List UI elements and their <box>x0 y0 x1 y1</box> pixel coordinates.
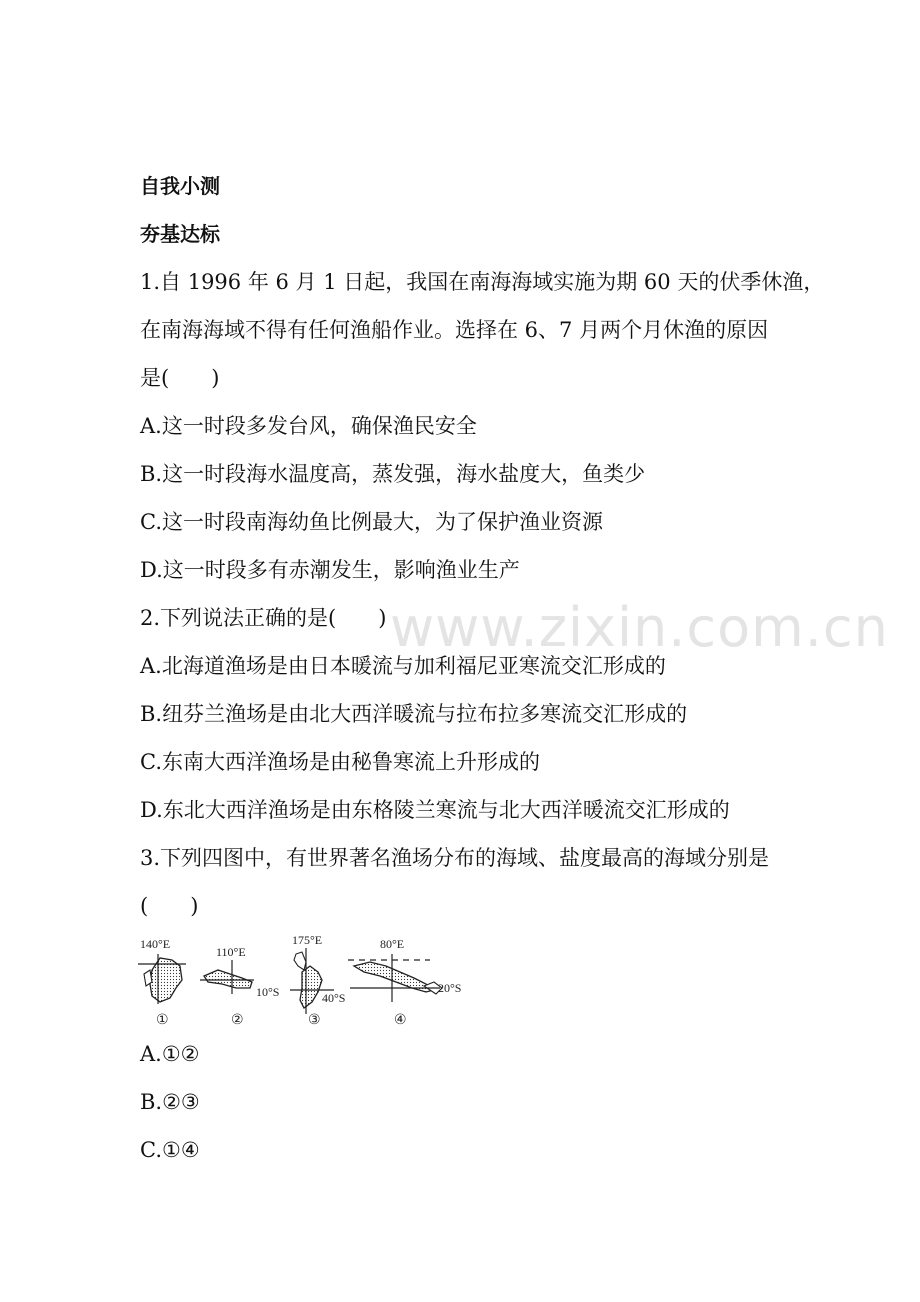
q2-option-d: D.东北大西洋渔场是由东格陵兰寒流与北大西洋暖流交汇形成的 <box>140 798 730 822</box>
map-3-latitude-label: 40°S <box>322 991 346 1005</box>
q3-option-a: A.①② <box>140 1042 200 1066</box>
q1-stem-line-2: 在南海海域不得有任何渔船作业。选择在 6、7 月两个月休渔的原因 <box>140 318 769 342</box>
q1-option-c: C.这一时段南海幼鱼比例最大，为了保护渔业资源 <box>140 510 603 534</box>
four-maps-svg <box>130 930 480 1030</box>
map-2-landmass <box>204 970 252 988</box>
q2-option-c: C.东南大西洋渔场是由秘鲁寒流上升形成的 <box>140 750 540 774</box>
map-3-longitude-label: 175°E <box>292 933 323 947</box>
q3-stem-line-1: 3.下列四图中，有世界著名渔场分布的海域、盐度最高的海域分别是 <box>140 846 770 870</box>
q3-stem-line-2: ( ) <box>140 894 199 918</box>
q3-map-figure <box>130 930 480 1030</box>
map-1-number: ① <box>156 1012 169 1028</box>
section-heading-self-test: 自我小测 <box>140 174 220 198</box>
map-3-south-island <box>300 966 322 1008</box>
q3-option-c: C.①④ <box>140 1138 200 1162</box>
map-2-number: ② <box>231 1012 244 1028</box>
q2-option-b: B.纽芬兰渔场是由北大西洋暖流与拉布拉多寒流交汇形成的 <box>140 702 688 726</box>
map-4-latitude-label: 20°S <box>438 981 462 995</box>
section-heading-foundation: 夯基达标 <box>140 222 220 246</box>
map-1-longitude-label: 140°E <box>140 937 171 951</box>
map-4 <box>348 937 461 1028</box>
map-3-north-island <box>294 952 306 970</box>
q2-option-a: A.北海道渔场是由日本暖流与加利福尼亚寒流交汇形成的 <box>140 654 666 678</box>
q1-option-d: D.这一时段多有赤潮发生，影响渔业生产 <box>140 558 520 582</box>
map-4-longitude-label: 80°E <box>380 937 405 951</box>
map-2 <box>200 945 279 1028</box>
map-2-latitude-label: 10°S <box>256 985 280 999</box>
q1-stem-line-1: 1.自 1996 年 6 月 1 日起，我国在南海海域实施为期 60 天的伏季休渔， <box>140 270 825 294</box>
map-4-number: ④ <box>394 1012 407 1028</box>
map-2-longitude-label: 110°E <box>216 945 246 959</box>
map-1 <box>138 937 186 1028</box>
q1-option-a: A.这一时段多发台风，确保渔民安全 <box>140 414 477 438</box>
q1-option-b: B.这一时段海水温度高，蒸发强，海水盐度大，鱼类少 <box>140 462 646 486</box>
q1-stem-line-3: 是( ) <box>140 366 220 390</box>
q3-option-b: B.②③ <box>140 1090 200 1114</box>
map-3 <box>290 933 345 1028</box>
watermark: www.zixin.com.cn <box>390 596 889 659</box>
map-3-number: ③ <box>308 1012 321 1028</box>
q2-stem: 2.下列说法正确的是( ) <box>140 606 387 630</box>
